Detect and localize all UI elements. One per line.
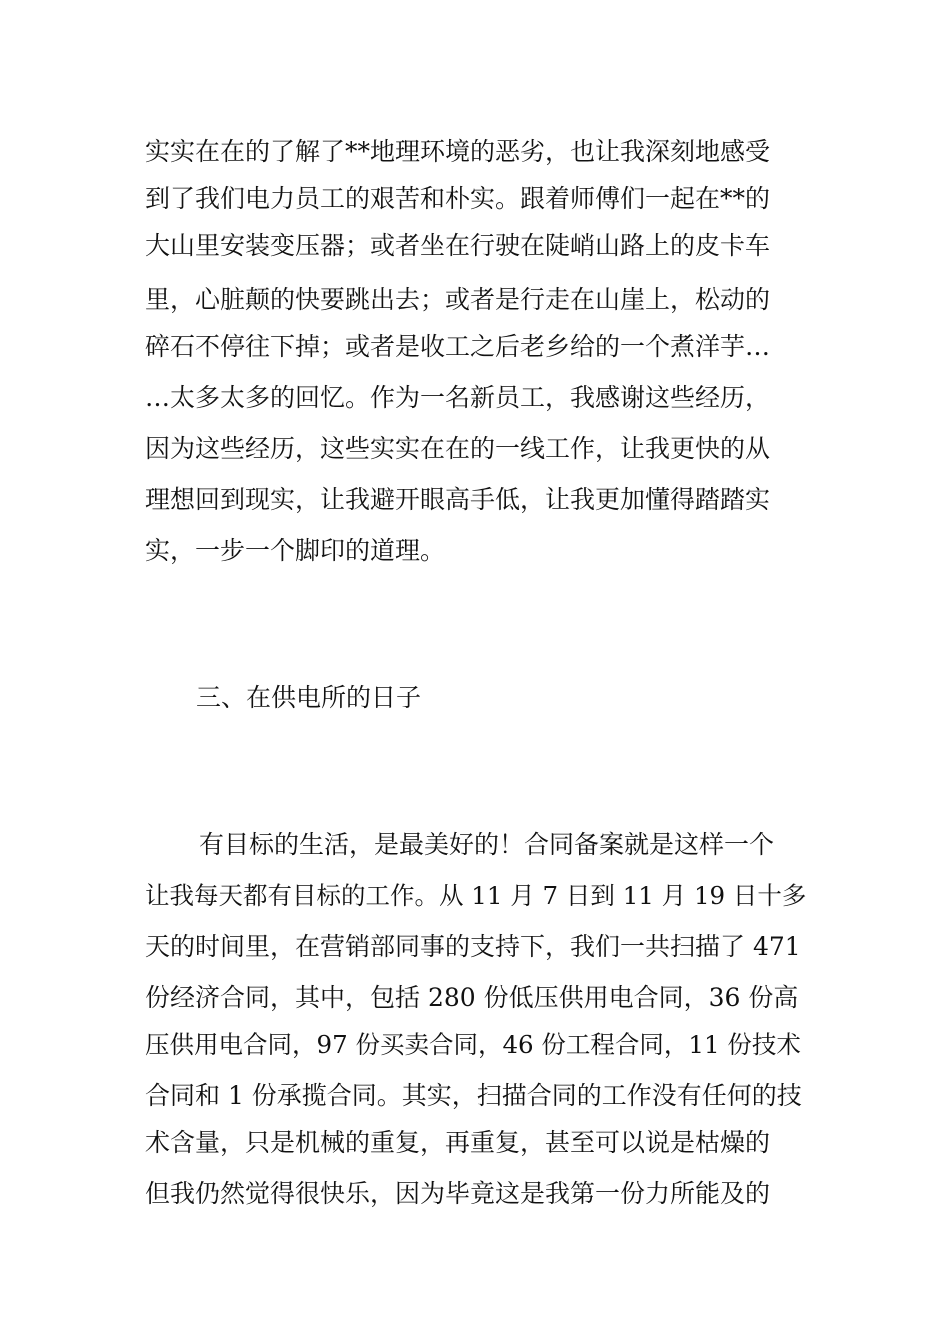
- paragraph-1-line-2: 到了我们电力员工的艰苦和朴实。跟着师傅们一起在**的: [145, 184, 771, 213]
- paragraph-1-line-8: 理想回到现实，让我避开眼高手低，让我更加懂得踏踏实: [145, 485, 771, 514]
- paragraph-2-line-6: 合同和 1 份承揽合同。其实，扫描合同的工作没有任何的技: [145, 1081, 802, 1110]
- paragraph-2-line-7: 术含量，只是机械的重复，再重复，甚至可以说是枯燥的: [145, 1128, 771, 1157]
- paragraph-1-line-9: 实，一步一个脚印的道理。: [145, 536, 446, 565]
- paragraph-2-line-4: 份经济合同，其中，包括 280 份低压供用电合同，36 份高: [145, 983, 799, 1012]
- paragraph-1-line-7: 因为这些经历，这些实实在在的一线工作，让我更快的从: [145, 434, 771, 463]
- paragraph-2-line-3: 天的时间里，在营销部同事的支持下，我们一共扫描了 471: [145, 932, 801, 961]
- paragraph-1-line-6: …太多太多的回忆。作为一名新员工，我感谢这些经历，: [145, 383, 771, 412]
- section-heading: 三、在供电所的日子: [196, 683, 422, 712]
- paragraph-2-line-2: 让我每天都有目标的工作。从 11 月 7 日到 11 月 19 日十多: [145, 881, 807, 910]
- paragraph-1-line-3: 大山里安装变压器；或者坐在行驶在陡峭山路上的皮卡车: [145, 231, 771, 260]
- paragraph-1-line-1: 实实在在的了解了**地理环境的恶劣，也让我深刻地感受: [145, 137, 771, 166]
- paragraph-1-line-4: 里，心脏颠的快要跳出去；或者是行走在山崖上，松动的: [145, 285, 771, 314]
- paragraph-2-line-1: 有目标的生活，是最美好的！合同备案就是这样一个: [199, 830, 775, 859]
- paragraph-1-line-5: 碎石不停往下掉；或者是收工之后老乡给的一个煮洋芋…: [145, 332, 771, 361]
- paragraph-2-line-5: 压供用电合同，97 份买卖合同，46 份工程合同，11 份技术: [145, 1030, 801, 1059]
- paragraph-2-line-8: 但我仍然觉得很快乐，因为毕竟这是我第一份力所能及的: [145, 1179, 771, 1208]
